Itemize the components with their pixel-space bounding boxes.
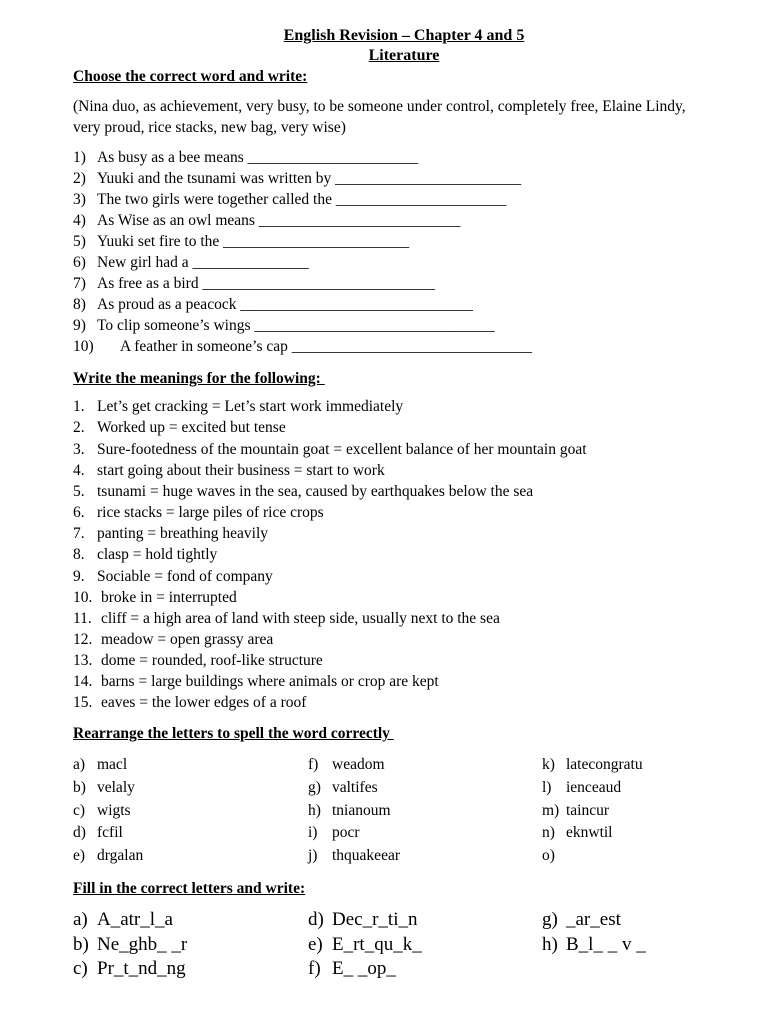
list-item: e) drgalan — [73, 847, 144, 864]
list-item: 8) As proud as a peacock ______________________________ — [73, 296, 473, 313]
list-item: 6) New girl had a _______________ — [73, 254, 309, 271]
list-item: 13. dome = rounded, roof-like structure — [73, 652, 323, 669]
section-heading-rearrange: Rearrange the letters to spell the word correctly — [73, 725, 394, 742]
list-item: 4. start going about their business = start to work — [73, 462, 385, 479]
list-item: j) thquakeear — [308, 847, 400, 864]
list-item: 3. Sure-footedness of the mountain goat = excellent balance of her mountain goat — [73, 441, 587, 458]
list-item: d) Dec_r_ti_n — [308, 909, 418, 930]
list-item: 7. panting = breathing heavily — [73, 525, 269, 542]
list-item: 4) As Wise as an owl means __________________________ — [73, 212, 461, 229]
list-item: 3) The two girls were together called the ______________________ — [73, 191, 507, 208]
list-item: 7) As free as a bird ______________________________ — [73, 275, 435, 292]
list-item: g) _ar_est — [542, 909, 621, 930]
list-item: l) ienceaud — [542, 779, 622, 796]
list-item: a) A_atr_l_a — [73, 909, 173, 930]
list-item: 14. barns = large buildings where animals or crop are kept — [73, 673, 439, 690]
list-item: o) — [542, 847, 555, 864]
list-item: a) macl — [73, 756, 128, 773]
list-item: h) B_l_ _ v _ — [542, 934, 646, 955]
list-item: 1. Let’s get cracking = Let’s start work immediately — [73, 398, 404, 415]
list-item: 11. cliff = a high area of land with steep side, usually next to the sea — [73, 610, 500, 627]
list-item: i) pocr — [308, 824, 360, 841]
list-item: h) tnianoum — [308, 802, 391, 819]
list-item: 2. Worked up = excited but tense — [73, 419, 286, 436]
list-item: 1) As busy as a bee means ______________________ — [73, 149, 419, 166]
list-item: 10) A feather in someone’s cap _______________________________ — [73, 338, 532, 355]
list-item: 15. eaves = the lower edges of a roof — [73, 694, 307, 711]
list-item: b) velaly — [73, 779, 135, 796]
list-item: k) latecongratu — [542, 756, 643, 773]
section-heading-meanings: Write the meanings for the following: — [73, 370, 325, 387]
list-item: f) E_ _op_ — [308, 958, 396, 979]
list-item: 5) Yuuki set fire to the ________________________ — [73, 233, 410, 250]
word-bank: (Nina duo, as achievement, very busy, to be someone under control, completely free, Elaine Lindy, very proud, rice stacks, new bag, very wise) — [73, 98, 686, 136]
section-heading-choose: Choose the correct word and write: — [73, 68, 308, 85]
list-item: c) wigts — [73, 802, 131, 819]
list-item: c) Pr_t_nd_ng — [73, 958, 186, 979]
list-item: 6. rice stacks = large piles of rice crops — [73, 504, 324, 521]
list-item: 2) Yuuki and the tsunami was written by ________________________ — [73, 170, 522, 187]
list-item: n) eknwtil — [542, 824, 613, 841]
page-title: English Revision – Chapter 4 and 5 — [283, 27, 525, 44]
list-item: 8. clasp = hold tightly — [73, 546, 218, 563]
list-item: m) taincur — [542, 802, 610, 819]
list-item: b) Ne_ghb_ _r — [73, 934, 188, 955]
list-item: g) valtifes — [308, 779, 378, 796]
section-heading-fill: Fill in the correct letters and write: — [73, 880, 306, 897]
page-subtitle: Literature — [368, 47, 440, 64]
list-item: 10. broke in = interrupted — [73, 589, 237, 606]
list-item: 12. meadow = open grassy area — [73, 631, 274, 648]
list-item: 5. tsunami = huge waves in the sea, caused by earthquakes below the sea — [73, 483, 534, 500]
list-item: 9. Sociable = fond of company — [73, 568, 273, 585]
list-item: d) fcfil — [73, 824, 123, 841]
list-item: e) E_rt_qu_k_ — [308, 934, 422, 955]
list-item: 9) To clip someone’s wings _______________________________ — [73, 317, 495, 334]
list-item: f) weadom — [308, 756, 385, 773]
